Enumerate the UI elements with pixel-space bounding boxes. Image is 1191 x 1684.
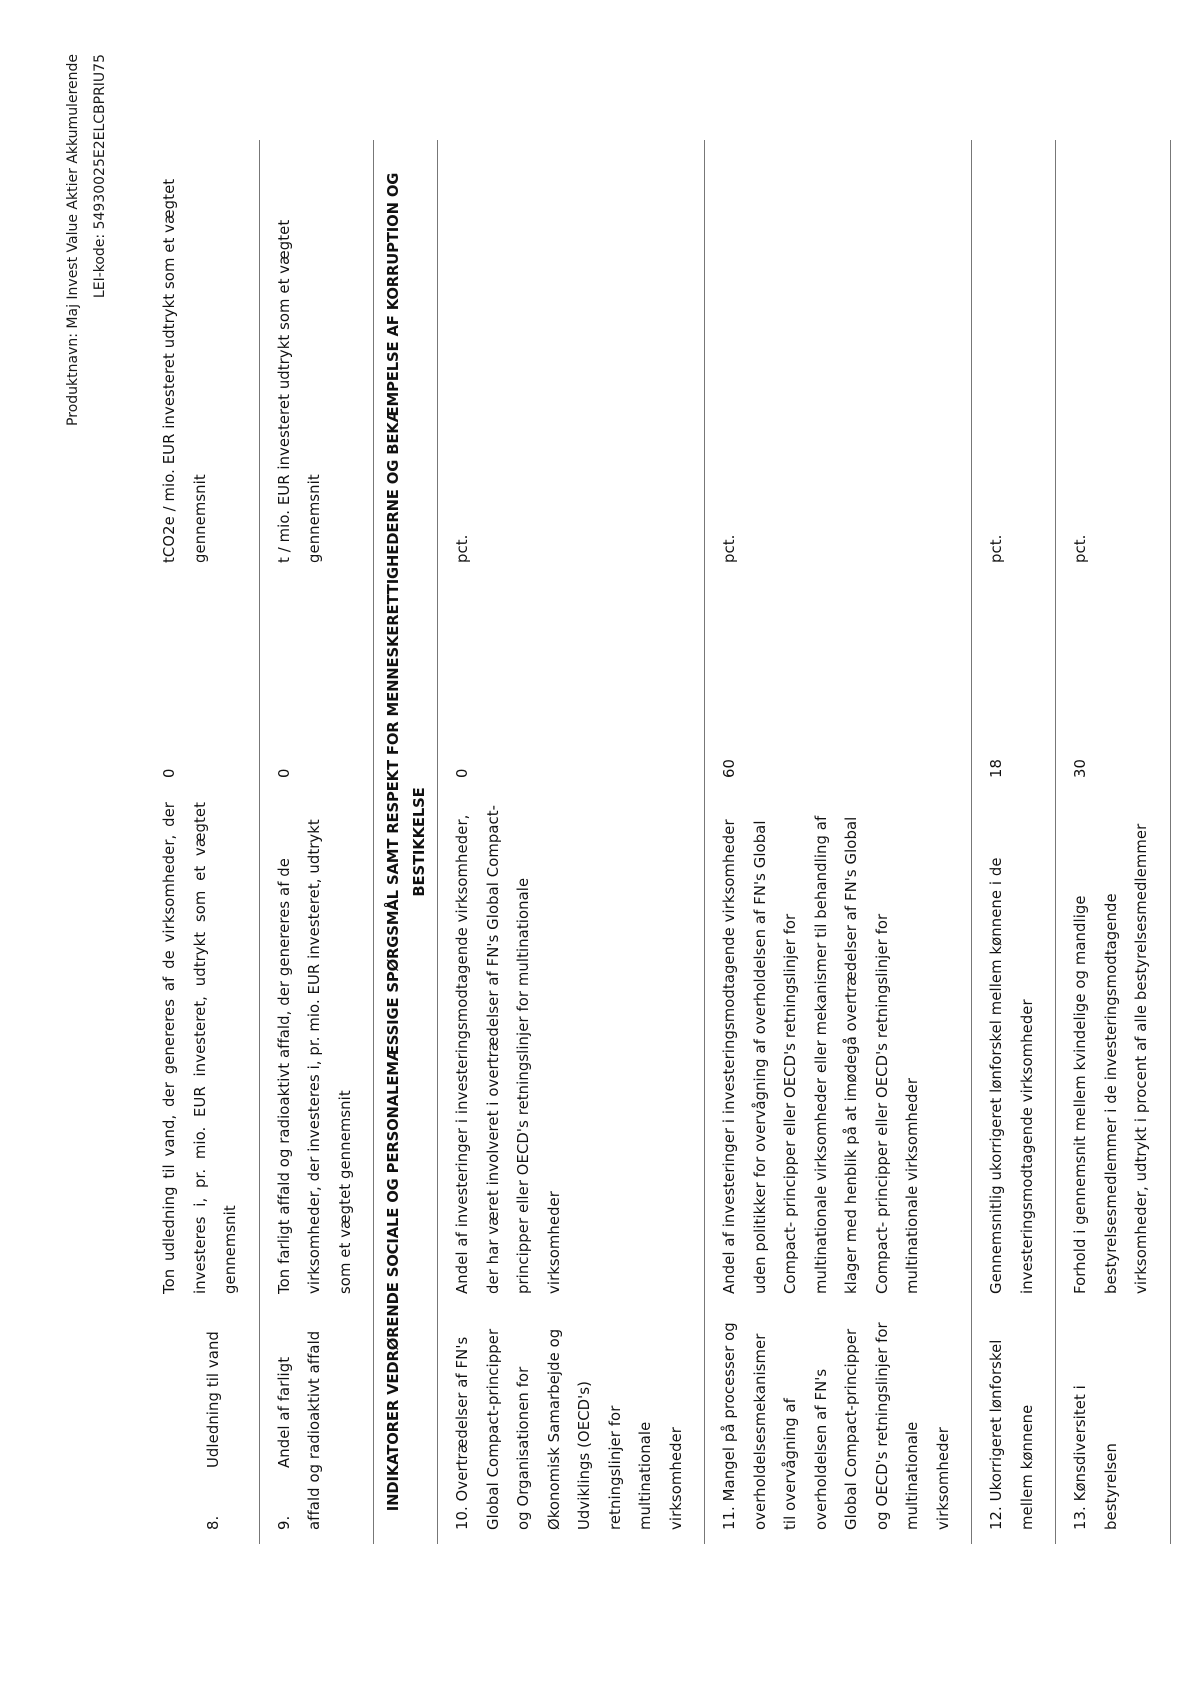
table-row [1056, 140, 1171, 1544]
indicator-unit: pct. [1056, 140, 1171, 575]
indicator-number: 12. [988, 1506, 1005, 1530]
indicator-number: 11. [721, 1506, 738, 1530]
section-heading-row [374, 140, 438, 1544]
indicator-name: Overtrædelser af FN's Global Compact-principper og Organisationen for Økonomisk Samarbejde og Udviklings (OECD's) retningslinjer for multinationale virksomheder [454, 1328, 685, 1530]
indicator-description: Andel af investeringer i investeringsmodtagende virksomheder, der har været involveret i overtrædelser af FN's Global Compact-principper eller OECD's retningslinjer for multinationale virksomheder [438, 790, 705, 1306]
indicator-name: Udledning til vand [205, 1331, 222, 1468]
indicator-name: Kønsdiversitet i bestyrelsen [1072, 1385, 1120, 1530]
indicator-name-cell [972, 1306, 1056, 1544]
indicator-unit: t / mio. EUR investeret udtrykt som et vægtet gennemsnit [259, 140, 374, 575]
indicator-description: Ton udledning til vand, der genereres af de virksomheder, der investeres i, pr. mio. EUR investeret, udtrykt som et vægtet gennemsnit [145, 790, 259, 1306]
section-heading: INDIKATORER VEDRØRENDE SOCIALE OG PERSONALEMÆSSIGE SPØRGSMÅL SAMT RESPEKT FOR MENNESKERETTIGHEDERNE OG BEKÆMPELSE AF KORRUPTION OG BESTIKKELSE [374, 140, 438, 1544]
indicator-value: 60 [705, 575, 972, 790]
table-row [972, 140, 1056, 1544]
indicator-name: Mangel på processer og overholdelsesmekanismer til overvågning af overholdelsen af FN's Global Compact-principper og OECD's retningslinjer for multinationale virksomheder [721, 1322, 952, 1530]
product-name: Produktnavn: Maj Invest Value Aktier Akkumulerende [65, 54, 81, 426]
indicator-description: Gennemsnitlig ukorrigeret lønforskel mellem kønnene i de investeringsmodtagende virksomheder [972, 790, 1056, 1306]
table-row [145, 140, 259, 1544]
indicator-number: 13. [1072, 1506, 1089, 1530]
table-row [259, 140, 374, 1544]
indicator-value: 0 [259, 575, 374, 790]
indicator-number: 10. [454, 1506, 471, 1530]
indicator-name-cell [145, 1306, 259, 1544]
table-row [705, 140, 972, 1544]
indicator-unit: pct. [705, 140, 972, 575]
indicator-unit: pct. [972, 140, 1056, 575]
indicator-name-cell [1056, 1306, 1171, 1544]
indicator-value: 0 [438, 575, 705, 790]
indicator-name: Andel af farligt affald og radioaktivt affald [275, 1330, 323, 1530]
indicator-unit: tCO2e / mio. EUR investeret udtrykt som et vægtet gennemsnit [145, 140, 259, 575]
indicator-name-cell [259, 1306, 374, 1544]
indicator-name-cell [438, 1306, 705, 1544]
indicator-number: 9. [275, 1515, 293, 1530]
indicator-description: Andel af investeringer i investeringsmodtagende virksomheder uden politikker for overvågning af overholdelsen af FN's Global Compact- principper eller OECD's retningslinjer for multinationale virksomheder eller mekanismer til behandling af klager med henblik på at imødegå overtrædelser af FN's Global Compact- principper eller OECD's retningslinjer for multinationale virksomheder [705, 790, 972, 1306]
indicator-value: 18 [972, 575, 1056, 790]
document-header [60, 54, 114, 426]
indicator-value: 0 [145, 575, 259, 790]
indicator-name: Ukorrigeret lønforskel mellem kønnene [988, 1339, 1036, 1530]
indicator-value: 30 [1056, 575, 1171, 790]
indicator-name-cell [705, 1306, 972, 1544]
indicator-unit: pct. [438, 140, 705, 575]
indicator-number: 8. [205, 1515, 222, 1530]
indicator-description: Forhold i gennemsnit mellem kvindelige og mandlige bestyrelsesmedlemmer i de investeringsmodtagende virksomheder, udtrykt i procent af alle bestyrelsesmedlemmer [1056, 790, 1171, 1306]
table-row [438, 140, 705, 1544]
pai-indicator-table [145, 140, 1171, 1544]
indicator-description: Ton farligt affald og radioaktivt affald, der genereres af de virksomheder, der investeres i, pr. mio. EUR investeret, udtrykt som et vægtet gennemsnit [259, 790, 374, 1306]
lei-code: LEI-kode: 54930025E2ELCBPRIU75 [92, 54, 108, 299]
